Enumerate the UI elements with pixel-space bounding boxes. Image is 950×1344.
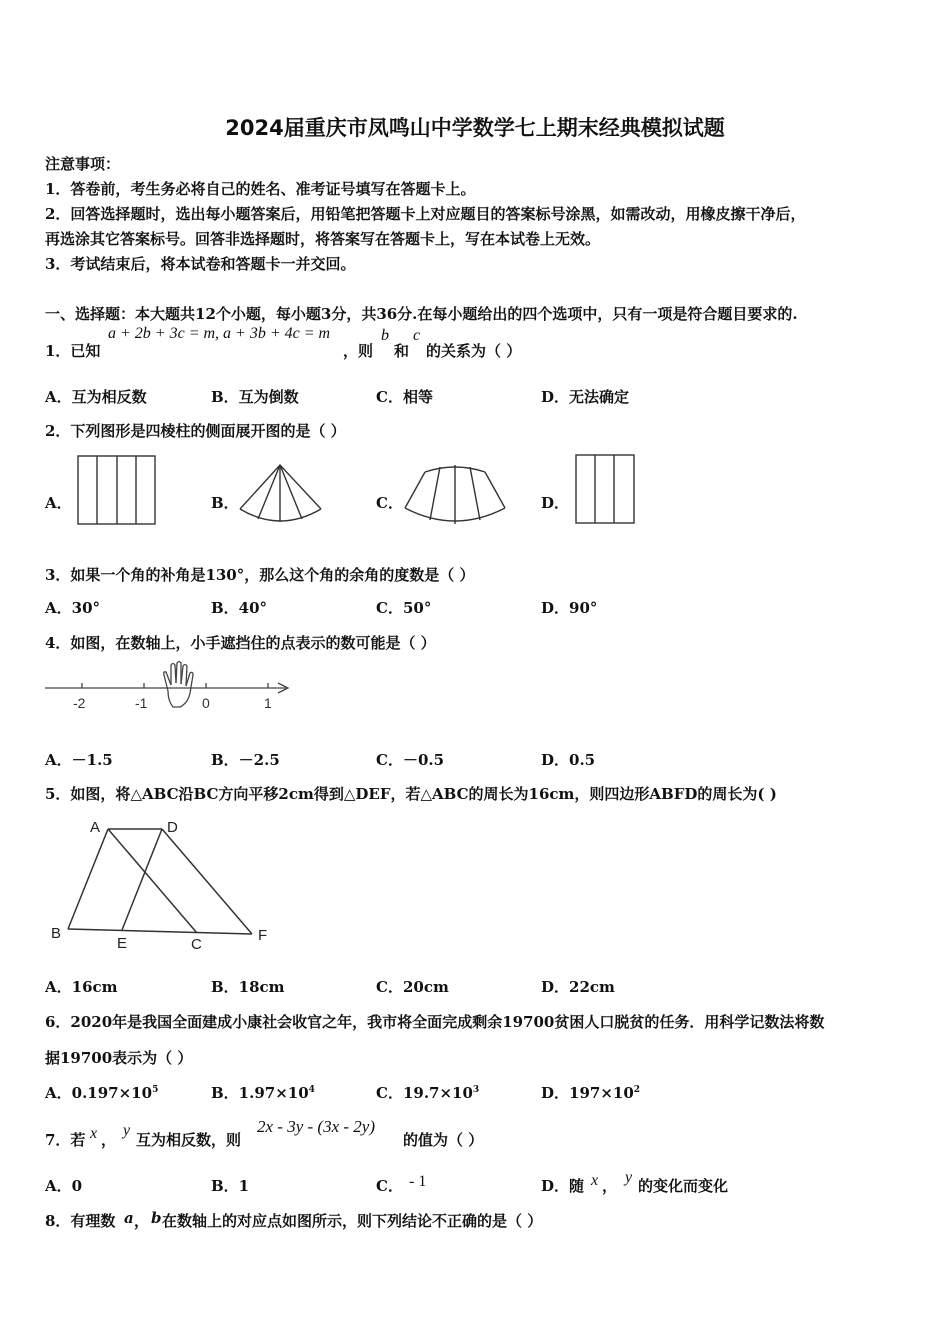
q6-option-d: D．$197\times 10^2$ (541, 1084, 641, 1102)
q7-formula: 2x - 3y - (3x - 2y) (257, 1117, 375, 1136)
q1-option-a: A．互为相反数 (45, 388, 147, 406)
q4-stem: 4．如图，在数轴上，小手遮挡住的点表示的数可能是（ ） (45, 634, 436, 652)
tick-label-0: 0 (202, 695, 210, 711)
q7-option-b: B．1 (211, 1177, 250, 1195)
q6-stem-line2: 据19700表示为（ ） (45, 1049, 193, 1067)
q7-comma: ， (101, 1131, 117, 1149)
section-heading: 一、选择题：本大题共12个小题，每小题3分，共36分.在每小题给出的四个选项中，只有一项是符合题目要求的. (45, 305, 798, 323)
q5-option-d: D．22cm (541, 978, 615, 996)
q6-option-b: B．$1.97\times 10^4$ (211, 1084, 315, 1102)
q5-stem: 5．如图，将△ABC沿BC方向平移2cm得到△DEF，若△ABC的周长为16cm，则四边形ABFD的周长为( ) (45, 785, 777, 803)
point-c: C (191, 936, 202, 953)
q7-var-x: x (90, 1125, 98, 1142)
q2-label-a: A． (45, 494, 72, 512)
q7-option-d-y: y (625, 1169, 633, 1186)
tick-label-neg2: -2 (73, 695, 86, 711)
q2-label-b: B． (211, 494, 239, 512)
point-e: E (117, 935, 128, 952)
q2-figure-c (405, 465, 505, 524)
point-a: A (90, 819, 101, 836)
q8-var-a: a (124, 1209, 134, 1227)
q1-mid: ，则 (343, 342, 374, 360)
q1-option-c: C．相等 (376, 388, 433, 406)
q1-var-b: b (381, 327, 389, 344)
q1-var-c: c (413, 327, 421, 344)
q2-figure-a (78, 456, 155, 524)
q1-prefix: 1．已知 (45, 342, 101, 360)
q1-option-d: D．无法确定 (541, 388, 630, 406)
q2-figure-d (576, 455, 634, 523)
q7-option-a: A．0 (45, 1177, 83, 1195)
q1-and: 和 (394, 342, 410, 360)
notice-item-3: 3．考试结束后，将本试卷和答题卡一并交回。 (45, 255, 356, 273)
q4-option-d: D．0.5 (541, 751, 596, 769)
q5-option-a: A．16cm (45, 978, 118, 996)
q8-comma: ， (134, 1212, 150, 1230)
q6-option-c: C．$19.7\times 10^3$ (376, 1084, 480, 1102)
q3-option-d: D．90° (541, 599, 598, 617)
q6-option-a: A．$0.197\times 10^5$ (45, 1084, 159, 1102)
q3-option-a: A．30° (45, 599, 101, 617)
q6-stem-line1: 6．2020年是我国全面建成小康社会收官之年，我市将全面完成剩余19700贫困人口脱贫的任务．用科学记数法将数 (45, 1013, 825, 1031)
q8-suffix: 在数轴上的对应点如图所示，则下列结论不正确的是（ ） (162, 1212, 543, 1230)
q7-option-d-x: x (591, 1172, 599, 1189)
q7-option-c: C． (376, 1177, 403, 1195)
q7-option-d-suffix: 的变化而变化 (638, 1177, 729, 1195)
page-title: 2024届重庆市凤鸣山中学数学七上期末经典模拟试题 (225, 116, 725, 140)
q7-option-c-value: - 1 (409, 1173, 427, 1190)
q4-number-line (40, 655, 300, 715)
point-d: D (167, 819, 178, 836)
q5-triangle-figure (40, 812, 280, 957)
q4-option-a: A．－1.5 (45, 751, 113, 769)
notice-heading: 注意事项： (45, 155, 121, 173)
q1-option-b: B．互为倒数 (211, 388, 299, 406)
point-b: B (51, 925, 62, 942)
q3-option-b: B．40° (211, 599, 268, 617)
notice-item-2: 2．回答选择题时，选出每小题答案后，用铅笔把答题卡上对应题目的答案标号涂黑，如需改动，用橡皮擦干净后， (45, 205, 806, 223)
q3-option-c: C．50° (376, 599, 432, 617)
q5-option-c: C．20cm (376, 978, 449, 996)
q4-option-b: B．－2.5 (211, 751, 280, 769)
notice-item-2-cont: 再选涂其它答案标号。回答非选择题时，将答案写在答题卡上，写在本试卷上无效。 (45, 230, 601, 248)
tick-label-1: 1 (264, 695, 272, 711)
hand-icon (164, 662, 193, 708)
q2-figures (0, 0, 950, 560)
q7-prefix: 7．若 (45, 1131, 86, 1149)
q3-stem: 3．如果一个角的补角是130°，那么这个角的余角的度数是（ ） (45, 566, 475, 584)
q8-prefix: 8．有理数 (45, 1212, 116, 1230)
notice-item-1: 1．答卷前，考生务必将自己的姓名、准考证号填写在答题卡上。 (45, 180, 476, 198)
q7-mid: 互为相反数，则 (136, 1131, 242, 1149)
q4-option-c: C．－0.5 (376, 751, 445, 769)
point-f: F (258, 927, 268, 944)
tick-label-neg1: -1 (135, 695, 148, 711)
q8-var-b: b (151, 1209, 162, 1227)
q7-option-d: D．随 (541, 1177, 585, 1195)
q1-suffix: 的关系为（ ） (426, 342, 522, 360)
q7-suffix: 的值为（ ） (403, 1131, 484, 1149)
q1-formula: a + 2b + 3c = m, a + 3b + 4c = m (108, 325, 331, 342)
q2-label-c: C． (376, 494, 403, 512)
q5-option-b: B．18cm (211, 978, 285, 996)
q7-option-d-comma: ， (602, 1177, 618, 1195)
q7-var-y: y (123, 1122, 131, 1139)
q2-stem: 2．下列图形是四棱柱的侧面展开图的是（ ） (45, 422, 346, 440)
q2-figure-b (240, 465, 321, 522)
q2-label-d: D． (541, 494, 570, 512)
